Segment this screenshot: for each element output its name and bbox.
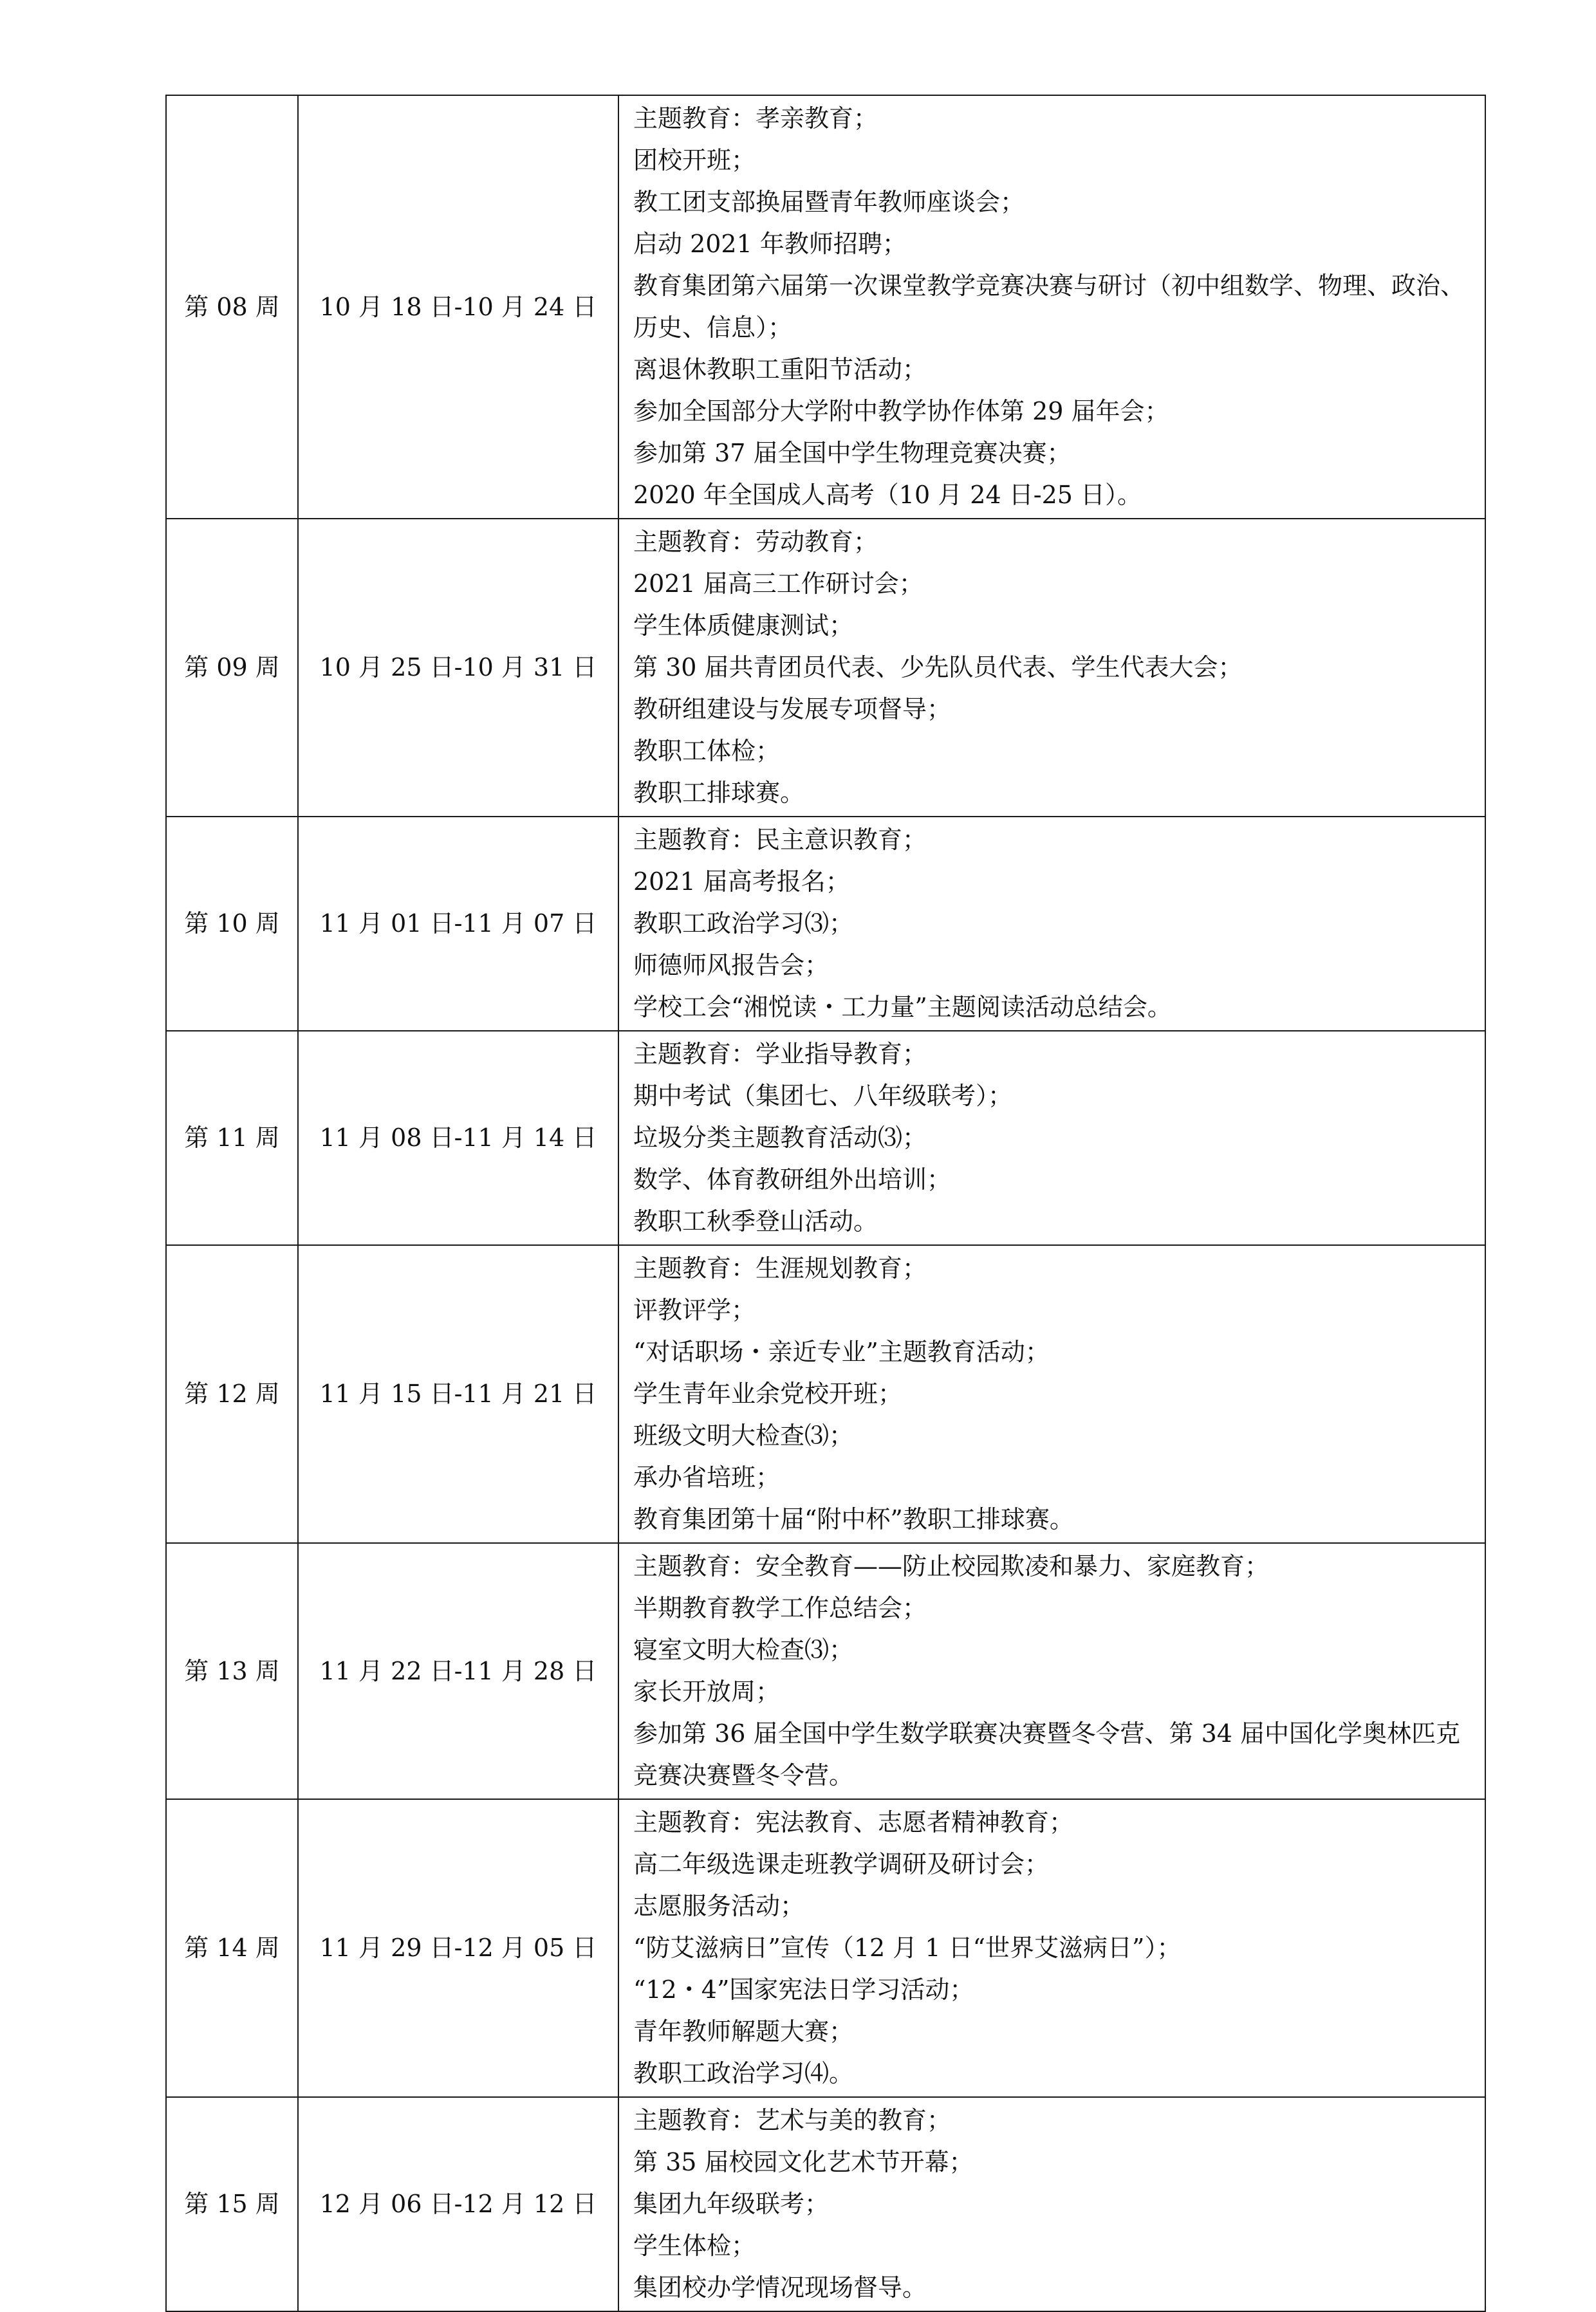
date-range-cell: 11 月 01 日-11 月 07 日 (298, 817, 618, 1031)
activity-line: 垃圾分类主题教育活动⑶； (633, 1124, 927, 1152)
activities-cell (618, 2097, 1485, 2311)
activity-line: 高二年级选课走班教学调研及研讨会； (633, 1850, 1050, 1878)
activity-line: 2020 年全国成人高考（10 月 24 日-25 日）。 (633, 481, 1142, 509)
activity-line: 2021 届高考报名； (633, 867, 850, 896)
table-row (166, 1799, 1485, 2097)
activity-line: 主题教育：安全教育——防止校园欺凌和暴力、家庭教育； (633, 1552, 1270, 1580)
activity-line: 学生青年业余党校开班； (633, 1380, 903, 1408)
activity-line: 数学、体育教研组外出培训； (633, 1165, 952, 1194)
activity-line: 教研组建设与发展专项督导； (633, 695, 952, 723)
activities-cell (618, 1245, 1485, 1543)
date-range-cell: 11 月 15 日-11 月 21 日 (298, 1245, 618, 1543)
table-row (166, 1031, 1485, 1245)
activities-cell (618, 95, 1485, 519)
activity-line: 主题教育：民主意识教育； (633, 826, 927, 854)
activity-line: 师德师风报告会； (633, 951, 830, 979)
activity-line: 主题教育：孝亲教育； (633, 104, 878, 133)
activity-line: 教职工政治学习⑷。 (633, 2059, 854, 2087)
date-range-cell: 11 月 22 日-11 月 28 日 (298, 1543, 618, 1799)
week-cell: 第 13 周 (166, 1543, 298, 1799)
activity-line: 2021 届高三工作研讨会； (633, 569, 923, 598)
week-cell: 第 08 周 (166, 95, 298, 519)
activity-line: 参加全国部分大学附中教学协作体第 29 届年会； (633, 397, 1169, 425)
week-cell: 第 14 周 (166, 1799, 298, 2097)
activity-line: 志愿服务活动； (633, 1892, 805, 1920)
activity-line: 集团九年级联考； (633, 2190, 830, 2218)
activity-line: 学生体质健康测试； (633, 611, 854, 640)
activity-line: 第 35 届校园文化艺术节开幕； (633, 2148, 974, 2176)
activity-line: 离退休教职工重阳节活动； (633, 355, 927, 384)
week-cell: 第 10 周 (166, 817, 298, 1031)
table-row (166, 2097, 1485, 2311)
activity-line: 教育集团第十届“附中杯”教职工排球赛。 (633, 1505, 1074, 1533)
date-range-cell: 12 月 06 日-12 月 12 日 (298, 2097, 618, 2311)
activity-line: “防艾滋病日”宣传（12 月 1 日“世界艾滋病日”）； (633, 1934, 1182, 1962)
activity-line: 教育集团第六届第一次课堂教学竞赛决赛与研讨（初中组数学、物理、政治、历史、信息）； (633, 272, 1465, 342)
table-row (166, 519, 1485, 817)
activity-line: 教职工体检； (633, 737, 781, 765)
activity-line: 参加第 36 届全国中学生数学联赛决赛暨冬令营、第 34 届中国化学奥林匹克竞赛决赛暨冬令营。 (633, 1719, 1461, 1789)
activity-line: 承办省培班； (633, 1463, 781, 1492)
activity-line: 寝室文明大检查⑶； (633, 1636, 854, 1664)
activities-cell (618, 1031, 1485, 1245)
activity-line: 教职工排球赛。 (633, 779, 805, 807)
activity-line: 评教评学； (633, 1296, 756, 1324)
activities-cell (618, 1543, 1485, 1799)
activity-line: 教工团支部换届暨青年教师座谈会； (633, 188, 1025, 216)
activity-line: 班级文明大检查⑶； (633, 1421, 854, 1450)
activity-line: 家长开放周； (633, 1678, 781, 1706)
activity-line: 教职工秋季登山活动。 (633, 1207, 878, 1235)
table-row (166, 1245, 1485, 1543)
table-row (166, 95, 1485, 519)
date-range-cell: 11 月 29 日-12 月 05 日 (298, 1799, 618, 2097)
activity-line: 期中考试（集团七、八年级联考）； (633, 1082, 1013, 1110)
activity-line: 第 30 届共青团员代表、少先队员代表、学生代表大会； (633, 653, 1243, 681)
activity-line: 主题教育：艺术与美的教育； (633, 2106, 952, 2134)
activity-line: 主题教育：宪法教育、志愿者精神教育； (633, 1808, 1074, 1836)
activity-line: 学校工会“湘悦读・工力量”主题阅读活动总结会。 (633, 993, 1172, 1021)
activity-line: 半期教育教学工作总结会； (633, 1594, 927, 1622)
activities-cell (618, 519, 1485, 817)
activity-line: 启动 2021 年教师招聘； (633, 230, 907, 258)
document-page (165, 95, 1485, 2312)
activity-line: 团校开班； (633, 146, 756, 174)
week-cell: 第 11 周 (166, 1031, 298, 1245)
date-range-cell: 11 月 08 日-11 月 14 日 (298, 1031, 618, 1245)
activity-line: “12・4”国家宪法日学习活动； (633, 1975, 974, 2004)
activity-line: 主题教育：生涯规划教育； (633, 1254, 927, 1282)
activity-line: 主题教育：学业指导教育； (633, 1040, 927, 1068)
activity-line: 青年教师解题大赛； (633, 2017, 854, 2046)
activity-line: 学生体检； (633, 2232, 756, 2260)
activities-cell (618, 1799, 1485, 2097)
week-cell: 第 12 周 (166, 1245, 298, 1543)
date-range-cell: 10 月 18 日-10 月 24 日 (298, 95, 618, 519)
activity-line: “对话职场・亲近专业”主题教育活动； (633, 1338, 1050, 1366)
schedule-body (166, 95, 1485, 2311)
table-row (166, 1543, 1485, 1799)
week-cell: 第 15 周 (166, 2097, 298, 2311)
activity-line: 参加第 37 届全国中学生物理竞赛决赛； (633, 439, 1072, 467)
activities-cell (618, 817, 1485, 1031)
table-row (166, 817, 1485, 1031)
activity-line: 主题教育：劳动教育； (633, 528, 878, 556)
date-range-cell: 10 月 25 日-10 月 31 日 (298, 519, 618, 817)
schedule-table (165, 95, 1486, 2312)
activity-line: 集团校办学情况现场督导。 (633, 2273, 927, 2302)
activity-line: 教职工政治学习⑶； (633, 909, 854, 938)
week-cell: 第 09 周 (166, 519, 298, 817)
